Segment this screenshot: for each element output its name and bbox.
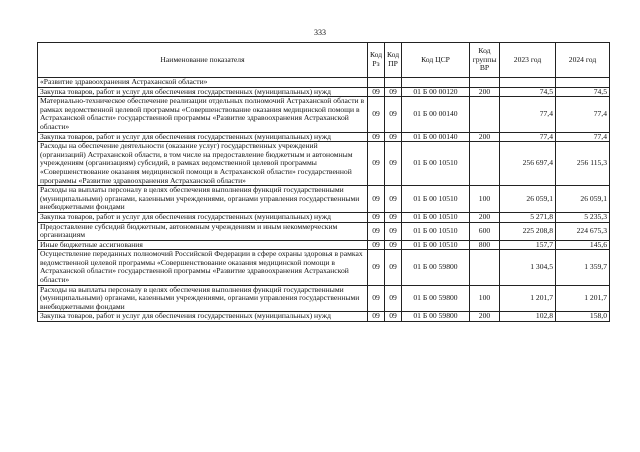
table-row: [38, 240, 610, 250]
cell-rz: 09: [368, 87, 385, 97]
header-vr: Код группы ВР: [470, 43, 500, 78]
cell-rz: 09: [368, 142, 385, 186]
header-pr: Код ПР: [385, 43, 402, 78]
cell-pr: 09: [385, 312, 402, 322]
page-number: 333: [314, 28, 326, 37]
cell-rz: 09: [368, 97, 385, 132]
cell-name: Осуществление переданных полномочий Российской Федерации в сфере охраны здоровья в рамках ведомственной целевой программы «Совершенствование оказания медицинской помощи в Астраханской области» государственной программы «Развитие здравоохранения Астраханской области»: [38, 250, 368, 285]
cell-vr: 100: [470, 186, 500, 213]
cell-vr: [470, 250, 500, 285]
cell-rz: 09: [368, 285, 385, 312]
cell-pr: [385, 78, 402, 88]
cell-csr: 01 Б 00 10510: [402, 240, 470, 250]
table-row: [38, 132, 610, 142]
table-row: [38, 285, 610, 312]
table-row: [38, 78, 610, 88]
cell-2024: 158,0: [556, 312, 610, 322]
cell-csr: 01 Б 00 10510: [402, 222, 470, 240]
cell-csr: [402, 78, 470, 88]
cell-2024: 77,4: [556, 97, 610, 132]
cell-rz: 09: [368, 312, 385, 322]
cell-rz: 09: [368, 132, 385, 142]
cell-csr: 01 Б 00 00140: [402, 97, 470, 132]
cell-2023: 5 271,8: [500, 212, 556, 222]
cell-2024: 77,4: [556, 132, 610, 142]
cell-vr: 100: [470, 285, 500, 312]
cell-name: Закупка товаров, работ и услуг для обеспечения государственных (муниципальных) нужд: [38, 87, 368, 97]
header-2024: 2024 год: [556, 43, 610, 78]
header-2023: 2023 год: [500, 43, 556, 78]
cell-2023: 157,7: [500, 240, 556, 250]
cell-name: «Развитие здравоохранения Астраханской области»: [38, 78, 368, 88]
cell-vr: 200: [470, 312, 500, 322]
cell-2023: 225 208,8: [500, 222, 556, 240]
cell-vr: [470, 97, 500, 132]
cell-2024: 1 359,7: [556, 250, 610, 285]
cell-vr: 200: [470, 132, 500, 142]
table-row: [38, 87, 610, 97]
cell-csr: 01 Б 00 00120: [402, 87, 470, 97]
cell-rz: 09: [368, 212, 385, 222]
cell-name: Расходы на обеспечение деятельности (оказание услуг) государственных учреждений (организаций) Астраханской области, в том числе на предоставление бюджетным и автономным учреждениям (организациям) субсидий, в рамках ведомственной целевой программы «Совершенствование оказания медицинской помощи в Астраханской области» государственной программы «Развитие здравоохранения Астраханской области»: [38, 142, 368, 186]
table-row: [38, 222, 610, 240]
cell-2024: 26 059,1: [556, 186, 610, 213]
header-rz: Код Рз: [368, 43, 385, 78]
table-row: [38, 312, 610, 322]
cell-name: Расходы на выплаты персоналу в целях обеспечения выполнения функций государственными (муниципальными) органами, казенными учреждениями, органами управления государственными внебюджетными фондами: [38, 285, 368, 312]
header-csr: Код ЦСР: [402, 43, 470, 78]
cell-vr: [470, 78, 500, 88]
cell-rz: 09: [368, 240, 385, 250]
cell-pr: 09: [385, 97, 402, 132]
cell-2023: 1 201,7: [500, 285, 556, 312]
cell-2023: 77,4: [500, 97, 556, 132]
cell-2023: 26 059,1: [500, 186, 556, 213]
cell-pr: 09: [385, 240, 402, 250]
cell-pr: 09: [385, 186, 402, 213]
cell-name: Закупка товаров, работ и услуг для обеспечения государственных (муниципальных) нужд: [38, 132, 368, 142]
cell-2023: [500, 78, 556, 88]
cell-name: Закупка товаров, работ и услуг для обеспечения государственных (муниципальных) нужд: [38, 212, 368, 222]
cell-name: Материально-техническое обеспечение реализации отдельных полномочий Астраханской области в рамках ведомственной целевой программы «Совершенствование оказания медицинской помощи в Астраханской области» государственной программы «Развитие здравоохранения Астраханской области»: [38, 97, 368, 132]
table-header-row: [38, 43, 610, 78]
cell-vr: 600: [470, 222, 500, 240]
cell-vr: 200: [470, 212, 500, 222]
cell-name: Предоставление субсидий бюджетным, автономным учреждениям и иным некоммерческим организациям: [38, 222, 368, 240]
cell-csr: 01 Б 00 59800: [402, 312, 470, 322]
cell-2024: 145,6: [556, 240, 610, 250]
cell-pr: 09: [385, 250, 402, 285]
cell-name: Расходы на выплаты персоналу в целях обеспечения выполнения функций государственными (муниципальными) органами, казенными учреждениями, органами управления государственными внебюджетными фондами: [38, 186, 368, 213]
table-row: [38, 186, 610, 213]
cell-rz: 09: [368, 222, 385, 240]
table-row: [38, 142, 610, 186]
cell-2024: [556, 78, 610, 88]
table-row: [38, 212, 610, 222]
cell-name: Закупка товаров, работ и услуг для обеспечения государственных (муниципальных) нужд: [38, 312, 368, 322]
table-body: [38, 78, 610, 322]
header-name: Наименование показателя: [38, 43, 368, 78]
cell-vr: [470, 142, 500, 186]
cell-2024: 5 235,3: [556, 212, 610, 222]
table-row: [38, 250, 610, 285]
budget-table: [37, 42, 610, 322]
cell-csr: 01 Б 00 00140: [402, 132, 470, 142]
cell-csr: 01 Б 00 10510: [402, 212, 470, 222]
cell-2023: 74,5: [500, 87, 556, 97]
table-row: [38, 97, 610, 132]
cell-csr: 01 Б 00 59800: [402, 285, 470, 312]
cell-pr: 09: [385, 222, 402, 240]
cell-name: Иные бюджетные ассигнования: [38, 240, 368, 250]
cell-pr: 09: [385, 212, 402, 222]
cell-vr: 200: [470, 87, 500, 97]
cell-2024: 256 115,3: [556, 142, 610, 186]
cell-2024: 1 201,7: [556, 285, 610, 312]
cell-2024: 224 675,3: [556, 222, 610, 240]
cell-csr: 01 Б 00 10510: [402, 142, 470, 186]
cell-pr: 09: [385, 132, 402, 142]
cell-rz: 09: [368, 250, 385, 285]
cell-csr: 01 Б 00 59800: [402, 250, 470, 285]
cell-rz: [368, 78, 385, 88]
cell-2023: 102,8: [500, 312, 556, 322]
cell-csr: 01 Б 00 10510: [402, 186, 470, 213]
cell-pr: 09: [385, 142, 402, 186]
cell-vr: 800: [470, 240, 500, 250]
cell-pr: 09: [385, 285, 402, 312]
cell-2023: 256 697,4: [500, 142, 556, 186]
cell-rz: 09: [368, 186, 385, 213]
cell-2023: 77,4: [500, 132, 556, 142]
cell-2023: 1 304,5: [500, 250, 556, 285]
cell-2024: 74,5: [556, 87, 610, 97]
cell-pr: 09: [385, 87, 402, 97]
